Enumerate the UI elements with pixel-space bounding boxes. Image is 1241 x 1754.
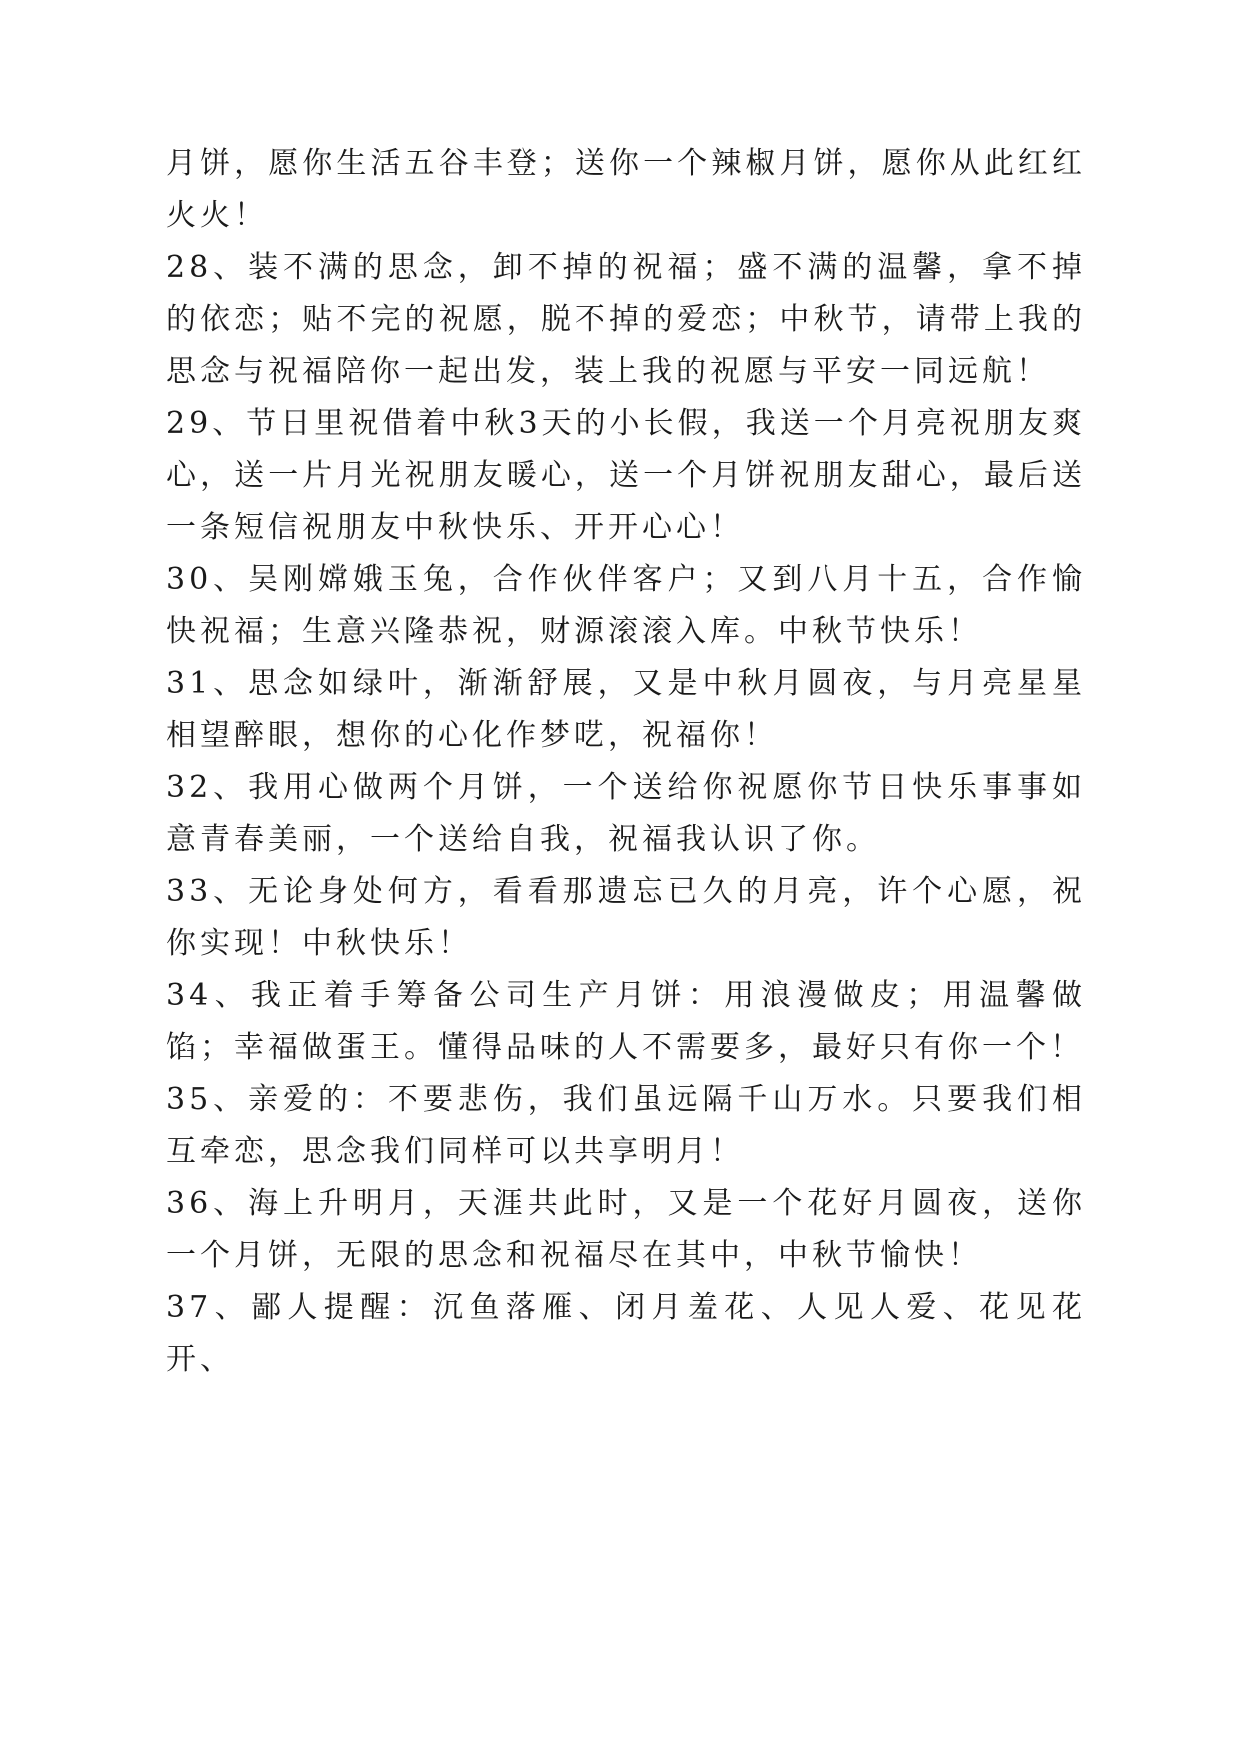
paragraph: 33、无论身处何方，看看那遗忘已久的月亮，许个心愿，祝你实现！中秋快乐！	[166, 874, 1086, 961]
paragraph: 35、亲爱的：不要悲伤，我们虽远隔千山万水。只要我们相互牵恋，思念我们同样可以共享明月！	[166, 1082, 1086, 1169]
paragraph: 月饼，愿你生活五谷丰登；送你一个辣椒月饼，愿你从此红红火火！	[166, 146, 1086, 233]
document-body	[166, 138, 1086, 1386]
paragraph: 28、装不满的思念，卸不掉的祝福；盛不满的温馨，拿不掉的依恋；贴不完的祝愿，脱不掉的爱恋；中秋节，请带上我的思念与祝福陪你一起出发，装上我的祝愿与平安一同远航！	[166, 250, 1086, 389]
paragraph: 36、海上升明月，天涯共此时，又是一个花好月圆夜，送你一个月饼，无限的思念和祝福尽在其中，中秋节愉快！	[166, 1186, 1086, 1273]
paragraph: 37、鄙人提醒：沉鱼落雁、闭月羞花、人见人爱、花见花开、	[166, 1290, 1086, 1377]
paragraph: 34、我正着手筹备公司生产月饼：用浪漫做皮；用温馨做馅；幸福做蛋王。懂得品味的人不需要多，最好只有你一个！	[166, 978, 1086, 1065]
paragraph: 31、思念如绿叶，渐渐舒展，又是中秋月圆夜，与月亮星星相望醉眼，想你的心化作梦呓，祝福你！	[166, 666, 1086, 753]
paragraph: 30、吴刚嫦娥玉兔，合作伙伴客户；又到八月十五，合作愉快祝福；生意兴隆恭祝，财源滚滚入库。中秋节快乐！	[166, 562, 1086, 649]
paragraph: 32、我用心做两个月饼，一个送给你祝愿你节日快乐事事如意青春美丽，一个送给自我，祝福我认识了你。	[166, 770, 1086, 857]
paragraph: 29、节日里祝借着中秋3天的小长假，我送一个月亮祝朋友爽心，送一片月光祝朋友暖心，送一个月饼祝朋友甜心，最后送一条短信祝朋友中秋快乐、开开心心！	[166, 406, 1086, 545]
